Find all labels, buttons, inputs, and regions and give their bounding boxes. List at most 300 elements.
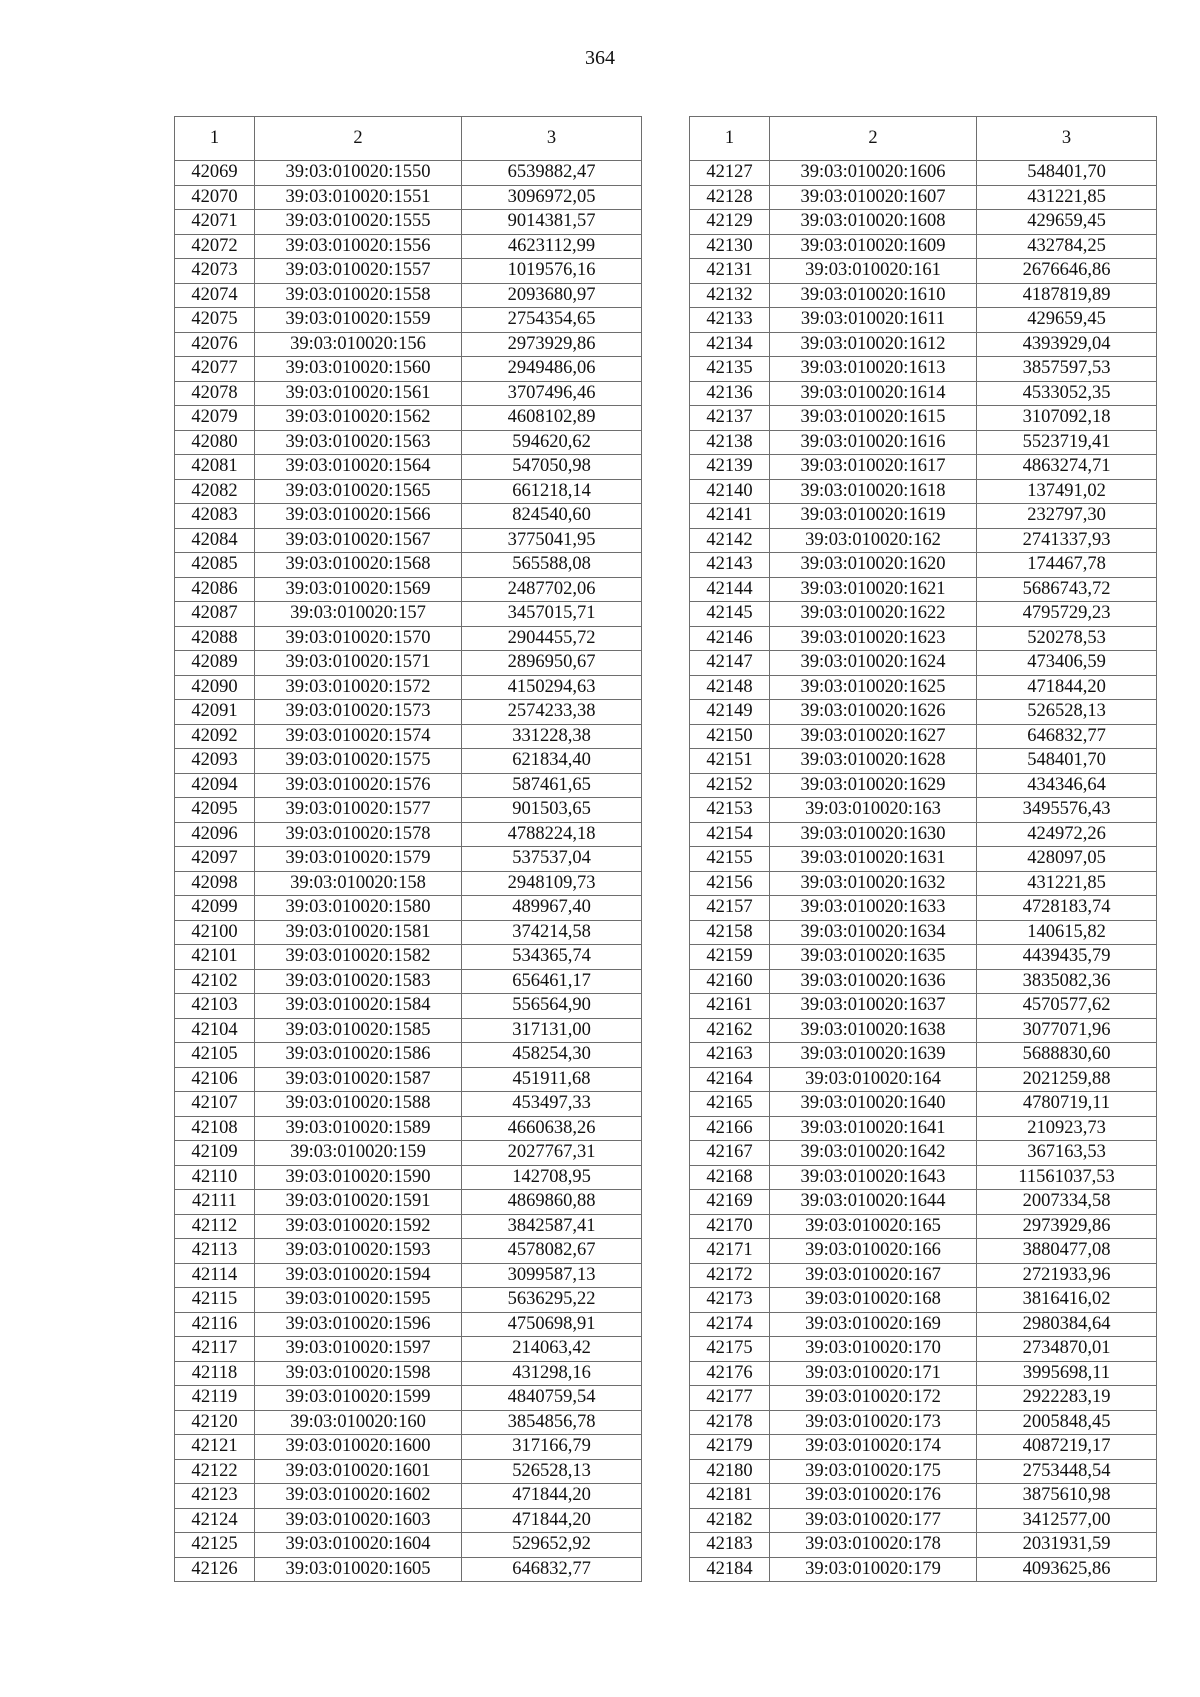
row-number-cell: 42133 xyxy=(690,308,770,333)
cadastral-number-cell: 39:03:010020:1591 xyxy=(255,1190,462,1215)
cadastral-number-cell: 39:03:010020:178 xyxy=(770,1533,977,1558)
table-row xyxy=(175,602,642,627)
row-number-cell: 42142 xyxy=(690,528,770,553)
row-number-cell: 42082 xyxy=(175,479,255,504)
value-cell: 2007334,58 xyxy=(977,1190,1157,1215)
cadastral-number-cell: 39:03:010020:1609 xyxy=(770,234,977,259)
value-cell: 453497,33 xyxy=(462,1092,642,1117)
cadastral-number-cell: 39:03:010020:165 xyxy=(770,1214,977,1239)
cadastral-number-cell: 39:03:010020:172 xyxy=(770,1386,977,1411)
row-number-cell: 42130 xyxy=(690,234,770,259)
value-cell: 534365,74 xyxy=(462,945,642,970)
value-cell: 3835082,36 xyxy=(977,969,1157,994)
row-number-cell: 42113 xyxy=(175,1239,255,1264)
table-row xyxy=(175,1361,642,1386)
value-cell: 2922283,19 xyxy=(977,1386,1157,1411)
table-row xyxy=(690,161,1157,186)
row-number-cell: 42153 xyxy=(690,798,770,823)
value-cell: 431221,85 xyxy=(977,871,1157,896)
row-number-cell: 42076 xyxy=(175,332,255,357)
cadastral-number-cell: 39:03:010020:1630 xyxy=(770,822,977,847)
table-row xyxy=(175,430,642,455)
cadastral-number-cell: 39:03:010020:1629 xyxy=(770,773,977,798)
row-number-cell: 42123 xyxy=(175,1484,255,1509)
table-row xyxy=(690,577,1157,602)
value-cell: 4795729,23 xyxy=(977,602,1157,627)
row-number-cell: 42157 xyxy=(690,896,770,921)
row-number-cell: 42098 xyxy=(175,871,255,896)
cadastral-number-cell: 39:03:010020:1607 xyxy=(770,185,977,210)
row-number-cell: 42117 xyxy=(175,1337,255,1362)
cadastral-number-cell: 39:03:010020:157 xyxy=(255,602,462,627)
table-row xyxy=(690,455,1157,480)
cadastral-number-cell: 39:03:010020:1556 xyxy=(255,234,462,259)
cadastral-number-cell: 39:03:010020:169 xyxy=(770,1312,977,1337)
cadastral-number-cell: 39:03:010020:158 xyxy=(255,871,462,896)
column-header-3: 3 xyxy=(977,117,1157,161)
row-number-cell: 42184 xyxy=(690,1557,770,1582)
cadastral-number-cell: 39:03:010020:1589 xyxy=(255,1116,462,1141)
table-row xyxy=(175,577,642,602)
table-row xyxy=(690,1484,1157,1509)
cadastral-number-cell: 39:03:010020:1559 xyxy=(255,308,462,333)
table-row xyxy=(175,920,642,945)
row-number-cell: 42085 xyxy=(175,553,255,578)
cadastral-number-cell: 39:03:010020:1620 xyxy=(770,553,977,578)
value-cell: 2027767,31 xyxy=(462,1141,642,1166)
table-row xyxy=(175,234,642,259)
cadastral-number-cell: 39:03:010020:1611 xyxy=(770,308,977,333)
value-cell: 3816416,02 xyxy=(977,1288,1157,1313)
value-cell: 3096972,05 xyxy=(462,185,642,210)
table-row xyxy=(690,1435,1157,1460)
table-row xyxy=(690,945,1157,970)
value-cell: 4750698,91 xyxy=(462,1312,642,1337)
cadastral-number-cell: 39:03:010020:1613 xyxy=(770,357,977,382)
value-cell: 520278,53 xyxy=(977,626,1157,651)
cadastral-number-cell: 39:03:010020:167 xyxy=(770,1263,977,1288)
row-number-cell: 42165 xyxy=(690,1092,770,1117)
row-number-cell: 42125 xyxy=(175,1533,255,1558)
row-number-cell: 42124 xyxy=(175,1508,255,1533)
cadastral-number-cell: 39:03:010020:1617 xyxy=(770,455,977,480)
cadastral-number-cell: 39:03:010020:1622 xyxy=(770,602,977,627)
row-number-cell: 42071 xyxy=(175,210,255,235)
column-header-2: 2 xyxy=(255,117,462,161)
row-number-cell: 42073 xyxy=(175,259,255,284)
column-header-1: 1 xyxy=(175,117,255,161)
value-cell: 2896950,67 xyxy=(462,651,642,676)
row-number-cell: 42116 xyxy=(175,1312,255,1337)
value-cell: 2721933,96 xyxy=(977,1263,1157,1288)
row-number-cell: 42135 xyxy=(690,357,770,382)
row-number-cell: 42083 xyxy=(175,504,255,529)
row-number-cell: 42095 xyxy=(175,798,255,823)
table-row xyxy=(690,1312,1157,1337)
table-row xyxy=(690,871,1157,896)
table-row xyxy=(690,847,1157,872)
value-cell: 556564,90 xyxy=(462,994,642,1019)
value-cell: 529652,92 xyxy=(462,1533,642,1558)
value-cell: 548401,70 xyxy=(977,161,1157,186)
value-cell: 2741337,93 xyxy=(977,528,1157,553)
row-number-cell: 42099 xyxy=(175,896,255,921)
cadastral-number-cell: 39:03:010020:1582 xyxy=(255,945,462,970)
value-cell: 526528,13 xyxy=(977,700,1157,725)
row-number-cell: 42139 xyxy=(690,455,770,480)
row-number-cell: 42087 xyxy=(175,602,255,627)
value-cell: 621834,40 xyxy=(462,749,642,774)
table-row xyxy=(690,749,1157,774)
table-row xyxy=(690,969,1157,994)
value-cell: 2734870,01 xyxy=(977,1337,1157,1362)
value-cell: 901503,65 xyxy=(462,798,642,823)
value-cell: 2021259,88 xyxy=(977,1067,1157,1092)
cadastral-number-cell: 39:03:010020:1567 xyxy=(255,528,462,553)
row-number-cell: 42119 xyxy=(175,1386,255,1411)
table-row xyxy=(690,479,1157,504)
row-number-cell: 42078 xyxy=(175,381,255,406)
value-cell: 3099587,13 xyxy=(462,1263,642,1288)
table-row xyxy=(175,259,642,284)
table-row xyxy=(690,1386,1157,1411)
value-cell: 661218,14 xyxy=(462,479,642,504)
cadastral-number-cell: 39:03:010020:174 xyxy=(770,1435,977,1460)
row-number-cell: 42172 xyxy=(690,1263,770,1288)
cadastral-number-cell: 39:03:010020:1634 xyxy=(770,920,977,945)
value-cell: 2753448,54 xyxy=(977,1459,1157,1484)
value-cell: 2948109,73 xyxy=(462,871,642,896)
value-cell: 4087219,17 xyxy=(977,1435,1157,1460)
row-number-cell: 42137 xyxy=(690,406,770,431)
row-number-cell: 42160 xyxy=(690,969,770,994)
row-number-cell: 42109 xyxy=(175,1141,255,1166)
table-row xyxy=(175,1410,642,1435)
cadastral-number-cell: 39:03:010020:1587 xyxy=(255,1067,462,1092)
cadastral-number-cell: 39:03:010020:1615 xyxy=(770,406,977,431)
value-cell: 5686743,72 xyxy=(977,577,1157,602)
table-row xyxy=(690,283,1157,308)
value-cell: 214063,42 xyxy=(462,1337,642,1362)
cadastral-number-cell: 39:03:010020:1578 xyxy=(255,822,462,847)
value-cell: 2904455,72 xyxy=(462,626,642,651)
table-row xyxy=(690,896,1157,921)
row-number-cell: 42180 xyxy=(690,1459,770,1484)
cadastral-number-cell: 39:03:010020:1627 xyxy=(770,724,977,749)
row-number-cell: 42162 xyxy=(690,1018,770,1043)
row-number-cell: 42081 xyxy=(175,455,255,480)
table-row xyxy=(690,1533,1157,1558)
cadastral-number-cell: 39:03:010020:159 xyxy=(255,1141,462,1166)
cadastral-number-cell: 39:03:010020:173 xyxy=(770,1410,977,1435)
row-number-cell: 42163 xyxy=(690,1043,770,1068)
row-number-cell: 42090 xyxy=(175,675,255,700)
cadastral-number-cell: 39:03:010020:1574 xyxy=(255,724,462,749)
row-number-cell: 42170 xyxy=(690,1214,770,1239)
value-cell: 331228,38 xyxy=(462,724,642,749)
cadastral-number-cell: 39:03:010020:1604 xyxy=(255,1533,462,1558)
value-cell: 824540,60 xyxy=(462,504,642,529)
cadastral-number-cell: 39:03:010020:1586 xyxy=(255,1043,462,1068)
row-number-cell: 42128 xyxy=(690,185,770,210)
table-row xyxy=(175,1116,642,1141)
table-row xyxy=(690,259,1157,284)
value-cell: 210923,73 xyxy=(977,1116,1157,1141)
table-row xyxy=(690,1288,1157,1313)
table-row xyxy=(690,724,1157,749)
table-row xyxy=(690,1361,1157,1386)
value-cell: 3842587,41 xyxy=(462,1214,642,1239)
table-row xyxy=(175,553,642,578)
table-row xyxy=(175,406,642,431)
cadastral-number-cell: 39:03:010020:1601 xyxy=(255,1459,462,1484)
cadastral-number-cell: 39:03:010020:1551 xyxy=(255,185,462,210)
table-row xyxy=(690,553,1157,578)
cadastral-number-cell: 39:03:010020:1641 xyxy=(770,1116,977,1141)
value-cell: 317131,00 xyxy=(462,1018,642,1043)
column-header-2: 2 xyxy=(770,117,977,161)
value-cell: 548401,70 xyxy=(977,749,1157,774)
row-number-cell: 42148 xyxy=(690,675,770,700)
row-number-cell: 42161 xyxy=(690,994,770,1019)
table-row xyxy=(690,210,1157,235)
cadastral-number-cell: 39:03:010020:1626 xyxy=(770,700,977,725)
value-cell: 3857597,53 xyxy=(977,357,1157,382)
cadastral-number-cell: 39:03:010020:164 xyxy=(770,1067,977,1092)
row-number-cell: 42100 xyxy=(175,920,255,945)
cadastral-number-cell: 39:03:010020:1618 xyxy=(770,479,977,504)
row-number-cell: 42151 xyxy=(690,749,770,774)
row-number-cell: 42096 xyxy=(175,822,255,847)
cadastral-number-cell: 39:03:010020:1590 xyxy=(255,1165,462,1190)
row-number-cell: 42158 xyxy=(690,920,770,945)
value-cell: 526528,13 xyxy=(462,1459,642,1484)
table-row xyxy=(175,969,642,994)
cadastral-number-cell: 39:03:010020:1640 xyxy=(770,1092,977,1117)
value-cell: 3077071,96 xyxy=(977,1018,1157,1043)
value-cell: 4187819,89 xyxy=(977,283,1157,308)
value-cell: 1019576,16 xyxy=(462,259,642,284)
cadastral-number-cell: 39:03:010020:1644 xyxy=(770,1190,977,1215)
table-header-row xyxy=(690,117,1157,161)
table-header-row xyxy=(175,117,642,161)
value-cell: 2487702,06 xyxy=(462,577,642,602)
table-row xyxy=(690,1239,1157,1264)
table-row xyxy=(175,1043,642,1068)
row-number-cell: 42103 xyxy=(175,994,255,1019)
table-row xyxy=(690,504,1157,529)
value-cell: 4578082,67 xyxy=(462,1239,642,1264)
cadastral-number-cell: 39:03:010020:1565 xyxy=(255,479,462,504)
cadastral-number-cell: 39:03:010020:1606 xyxy=(770,161,977,186)
cadastral-number-cell: 39:03:010020:1562 xyxy=(255,406,462,431)
cadastral-number-cell: 39:03:010020:1600 xyxy=(255,1435,462,1460)
row-number-cell: 42120 xyxy=(175,1410,255,1435)
table-row xyxy=(690,651,1157,676)
value-cell: 4863274,71 xyxy=(977,455,1157,480)
value-cell: 594620,62 xyxy=(462,430,642,455)
value-cell: 3107092,18 xyxy=(977,406,1157,431)
column-header-1: 1 xyxy=(690,117,770,161)
table-row xyxy=(690,1067,1157,1092)
table-row xyxy=(690,406,1157,431)
row-number-cell: 42171 xyxy=(690,1239,770,1264)
value-cell: 3880477,08 xyxy=(977,1239,1157,1264)
value-cell: 3495576,43 xyxy=(977,798,1157,823)
table-row xyxy=(690,773,1157,798)
table-row xyxy=(175,626,642,651)
cadastral-number-cell: 39:03:010020:1608 xyxy=(770,210,977,235)
row-number-cell: 42077 xyxy=(175,357,255,382)
value-cell: 137491,02 xyxy=(977,479,1157,504)
table-row xyxy=(690,1190,1157,1215)
value-cell: 2973929,86 xyxy=(977,1214,1157,1239)
table-row xyxy=(175,798,642,823)
table-row xyxy=(690,1214,1157,1239)
value-cell: 3457015,71 xyxy=(462,602,642,627)
table-row xyxy=(175,1067,642,1092)
cadastral-number-cell: 39:03:010020:1583 xyxy=(255,969,462,994)
value-cell: 3995698,11 xyxy=(977,1361,1157,1386)
table-row xyxy=(690,528,1157,553)
table-row xyxy=(175,994,642,1019)
value-cell: 656461,17 xyxy=(462,969,642,994)
value-cell: 4533052,35 xyxy=(977,381,1157,406)
cadastral-number-cell: 39:03:010020:1635 xyxy=(770,945,977,970)
value-cell: 4093625,86 xyxy=(977,1557,1157,1582)
cadastral-number-cell: 39:03:010020:1572 xyxy=(255,675,462,700)
cadastral-number-cell: 39:03:010020:1550 xyxy=(255,161,462,186)
value-cell: 4608102,89 xyxy=(462,406,642,431)
row-number-cell: 42150 xyxy=(690,724,770,749)
row-number-cell: 42094 xyxy=(175,773,255,798)
row-number-cell: 42115 xyxy=(175,1288,255,1313)
value-cell: 4780719,11 xyxy=(977,1092,1157,1117)
value-cell: 2949486,06 xyxy=(462,357,642,382)
value-cell: 489967,40 xyxy=(462,896,642,921)
cadastral-number-cell: 39:03:010020:1598 xyxy=(255,1361,462,1386)
cadastral-number-cell: 39:03:010020:1596 xyxy=(255,1312,462,1337)
table-row xyxy=(175,945,642,970)
row-number-cell: 42069 xyxy=(175,161,255,186)
value-cell: 2980384,64 xyxy=(977,1312,1157,1337)
row-number-cell: 42149 xyxy=(690,700,770,725)
cadastral-number-cell: 39:03:010020:1616 xyxy=(770,430,977,455)
table-row xyxy=(175,504,642,529)
table-row xyxy=(175,1214,642,1239)
table-row xyxy=(175,1239,642,1264)
row-number-cell: 42143 xyxy=(690,553,770,578)
table-row xyxy=(175,724,642,749)
value-cell: 367163,53 xyxy=(977,1141,1157,1166)
table-row xyxy=(175,1288,642,1313)
table-row xyxy=(690,308,1157,333)
cadastral-number-cell: 39:03:010020:1595 xyxy=(255,1288,462,1313)
cadastral-number-cell: 39:03:010020:160 xyxy=(255,1410,462,1435)
table-row xyxy=(175,1484,642,1509)
table-row xyxy=(175,675,642,700)
row-number-cell: 42152 xyxy=(690,773,770,798)
row-number-cell: 42110 xyxy=(175,1165,255,1190)
row-number-cell: 42126 xyxy=(175,1557,255,1582)
value-cell: 5688830,60 xyxy=(977,1043,1157,1068)
column-header-3: 3 xyxy=(462,117,642,161)
row-number-cell: 42091 xyxy=(175,700,255,725)
row-number-cell: 42140 xyxy=(690,479,770,504)
table-row xyxy=(175,1312,642,1337)
value-cell: 471844,20 xyxy=(977,675,1157,700)
row-number-cell: 42084 xyxy=(175,528,255,553)
table-row xyxy=(175,1337,642,1362)
cadastral-number-cell: 39:03:010020:1585 xyxy=(255,1018,462,1043)
row-number-cell: 42177 xyxy=(690,1386,770,1411)
cadastral-number-cell: 39:03:010020:1571 xyxy=(255,651,462,676)
cadastral-number-cell: 39:03:010020:1594 xyxy=(255,1263,462,1288)
cadastral-number-cell: 39:03:010020:1632 xyxy=(770,871,977,896)
value-cell: 3412577,00 xyxy=(977,1508,1157,1533)
cadastral-number-cell: 39:03:010020:1624 xyxy=(770,651,977,676)
row-number-cell: 42097 xyxy=(175,847,255,872)
cadastral-number-cell: 39:03:010020:171 xyxy=(770,1361,977,1386)
row-number-cell: 42072 xyxy=(175,234,255,259)
row-number-cell: 42093 xyxy=(175,749,255,774)
row-number-cell: 42092 xyxy=(175,724,255,749)
table-row xyxy=(175,1557,642,1582)
value-cell: 3875610,98 xyxy=(977,1484,1157,1509)
row-number-cell: 42145 xyxy=(690,602,770,627)
value-cell: 2093680,97 xyxy=(462,283,642,308)
cadastral-number-cell: 39:03:010020:179 xyxy=(770,1557,977,1582)
value-cell: 4150294,63 xyxy=(462,675,642,700)
cadastral-number-cell: 39:03:010020:1581 xyxy=(255,920,462,945)
cadastral-number-cell: 39:03:010020:175 xyxy=(770,1459,977,1484)
cadastral-number-cell: 39:03:010020:1561 xyxy=(255,381,462,406)
table-right xyxy=(689,116,1157,1582)
cadastral-number-cell: 39:03:010020:1628 xyxy=(770,749,977,774)
cadastral-number-cell: 39:03:010020:1612 xyxy=(770,332,977,357)
value-cell: 142708,95 xyxy=(462,1165,642,1190)
table-row xyxy=(175,210,642,235)
cadastral-number-cell: 39:03:010020:1560 xyxy=(255,357,462,382)
row-number-cell: 42102 xyxy=(175,969,255,994)
value-cell: 431221,85 xyxy=(977,185,1157,210)
table-row xyxy=(175,1386,642,1411)
row-number-cell: 42075 xyxy=(175,308,255,333)
table-row xyxy=(175,1508,642,1533)
cadastral-number-cell: 39:03:010020:1619 xyxy=(770,504,977,529)
value-cell: 451911,68 xyxy=(462,1067,642,1092)
cadastral-number-cell: 39:03:010020:177 xyxy=(770,1508,977,1533)
table-row xyxy=(690,994,1157,1019)
table-row xyxy=(175,528,642,553)
value-cell: 473406,59 xyxy=(977,651,1157,676)
row-number-cell: 42112 xyxy=(175,1214,255,1239)
cadastral-number-cell: 39:03:010020:1588 xyxy=(255,1092,462,1117)
row-number-cell: 42070 xyxy=(175,185,255,210)
table-row xyxy=(175,1459,642,1484)
row-number-cell: 42182 xyxy=(690,1508,770,1533)
row-number-cell: 42168 xyxy=(690,1165,770,1190)
value-cell: 174467,78 xyxy=(977,553,1157,578)
value-cell: 9014381,57 xyxy=(462,210,642,235)
value-cell: 547050,98 xyxy=(462,455,642,480)
table-row xyxy=(175,381,642,406)
value-cell: 5636295,22 xyxy=(462,1288,642,1313)
value-cell: 429659,45 xyxy=(977,210,1157,235)
row-number-cell: 42144 xyxy=(690,577,770,602)
row-number-cell: 42173 xyxy=(690,1288,770,1313)
cadastral-number-cell: 39:03:010020:1573 xyxy=(255,700,462,725)
